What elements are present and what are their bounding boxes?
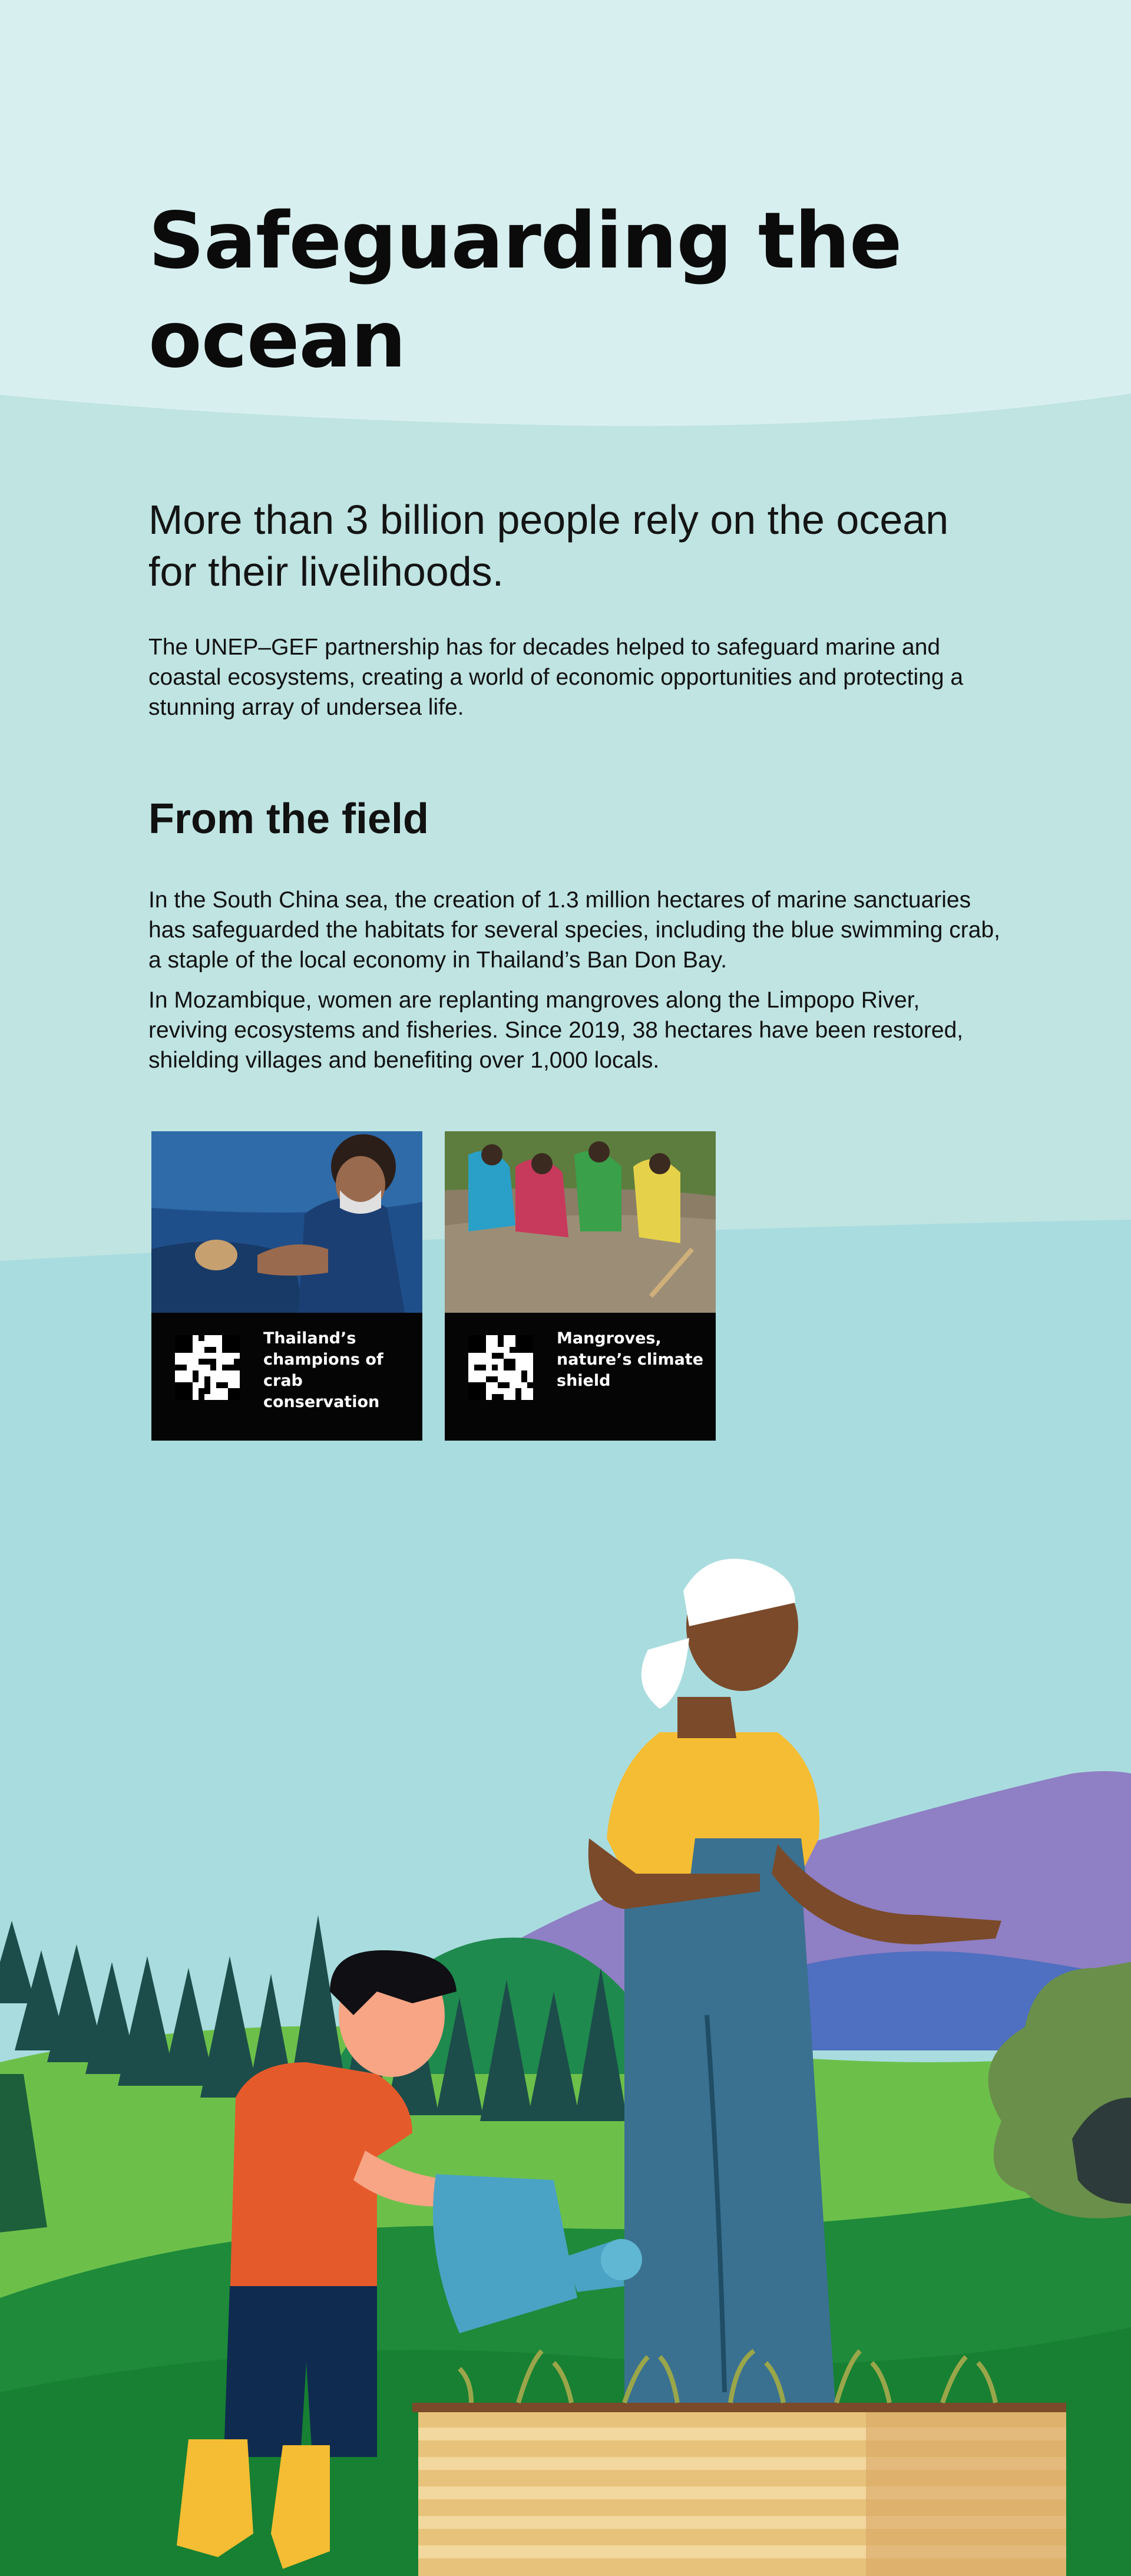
story-card-crab-conservation[interactable] (151, 1131, 422, 1441)
qr-code-icon[interactable] (175, 1335, 240, 1400)
field-paragraph-mozambique: In Mozambique, women are replanting mangroves along the Limpopo River, reviving ecosystems and fisheries. Since 2019, 38 hectares have been restored, shielding villages and benefiting over 1,000 locals. (148, 988, 964, 1073)
mangrove-planting-photo (445, 1131, 716, 1313)
card-label[interactable]: Thailand’s champions of crab conservation (263, 1329, 383, 1411)
qr-code-icon[interactable] (468, 1335, 533, 1400)
card-label[interactable]: Mangroves, nature’s climate shield (557, 1329, 704, 1390)
intro-paragraph: The UNEP–GEF partnership has for decades helped to safeguard marine and coastal ecosystems, creating a world of economic opportunities and protecting a stunning array of undersea life. (148, 635, 964, 720)
page-title: Safeguarding the ocean (148, 196, 902, 385)
card-footer (151, 1313, 422, 1441)
card-footer (445, 1313, 716, 1441)
planter-box (412, 2403, 1066, 2576)
lead-statement: More than 3 billion people rely on the ocean for their livelihoods. (148, 497, 949, 595)
crab-fisher-photo (151, 1131, 422, 1313)
field-paragraph-south-china-sea: In the South China sea, the creation of 1.3 million hectares of marine sanctuaries has safeguarded the habitats for several species, including the blue swimming crab, a staple of the local economy in Thailand’s Ban Don Bay. (148, 887, 1000, 973)
section-heading-from-the-field: From the field (148, 795, 429, 843)
story-card-mangroves[interactable] (445, 1131, 716, 1441)
